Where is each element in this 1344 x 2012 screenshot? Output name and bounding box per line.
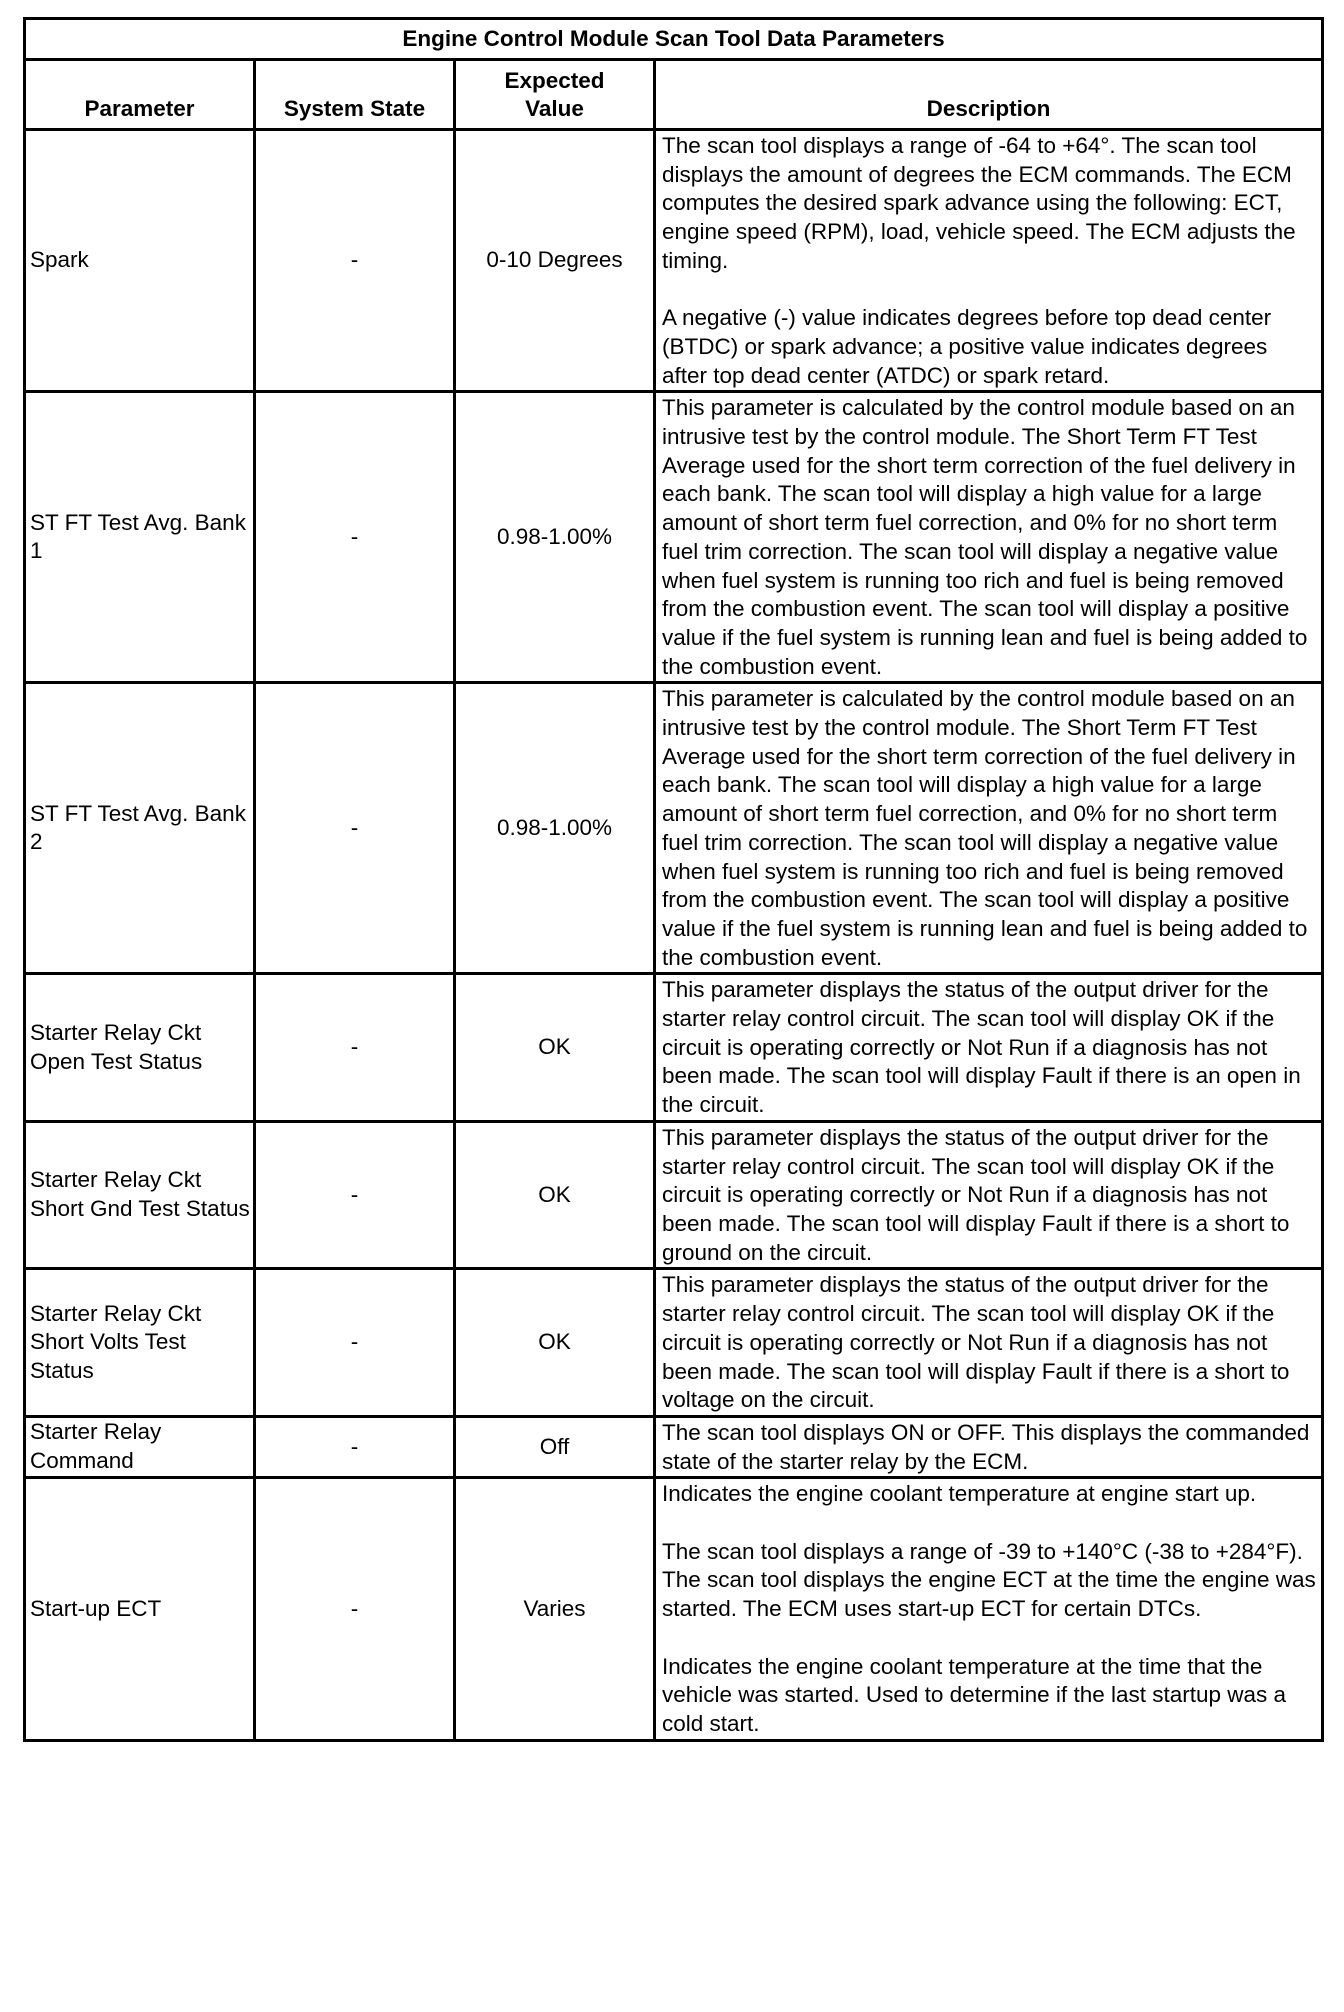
- parameter-cell: Spark: [25, 130, 255, 392]
- table-row: [25, 1478, 1323, 1740]
- description-cell: [655, 1121, 1323, 1269]
- system-state-cell: -: [255, 1478, 455, 1740]
- description-paragraph: The scan tool displays ON or OFF. This displays the commanded state of the starter relay by the ECM.: [662, 1419, 1310, 1474]
- description-paragraph: The scan tool displays a range of -39 to +140°C (-38 to +284°F). The scan tool displays the engine ECT at the time the engine was started. The ECM uses start-up ECT for certain DTCs.: [662, 1538, 1316, 1622]
- column-header-parameter: Parameter: [25, 60, 255, 130]
- description-paragraph: Indicates the engine coolant temperature at engine start up.: [662, 1481, 1257, 1507]
- description-cell: [655, 392, 1323, 683]
- description-cell: [655, 683, 1323, 974]
- expected-value-cell: Varies: [455, 1478, 655, 1740]
- parameters-table: [23, 17, 1324, 1742]
- expected-value-cell: 0.98-1.00%: [455, 392, 655, 683]
- system-state-cell: -: [255, 1121, 455, 1269]
- system-state-cell: -: [255, 392, 455, 683]
- expected-value-cell: OK: [455, 1121, 655, 1269]
- table-row: [25, 974, 1323, 1122]
- expected-value-cell: Off: [455, 1416, 655, 1477]
- description-paragraph: This parameter is calculated by the control module based on an intrusive test by the control module. The Short Term FT Test Average used for the short term correction of the fuel delivery in each bank. The scan tool will display a high value for a large amount of short term fuel correction, and 0% for no short term fuel trim correction. The scan tool will display a negative value when fuel system is running too rich and fuel is being removed from the combustion event. The scan tool will display a positive value if the fuel system is running lean and fuel is being added to the combustion event.: [662, 686, 1308, 970]
- description-cell: [655, 1416, 1323, 1477]
- table-row: [25, 392, 1323, 683]
- column-header-description: Description: [655, 60, 1323, 130]
- description-cell: [655, 130, 1323, 392]
- table-row: [25, 130, 1323, 392]
- parameter-cell: Starter Relay Ckt Open Test Status: [25, 974, 255, 1122]
- description-cell: [655, 1269, 1323, 1417]
- description-paragraph: This parameter is calculated by the control module based on an intrusive test by the control module. The Short Term FT Test Average used for the short term correction of the fuel delivery in each bank. The scan tool will display a high value for a large amount of short term fuel correction, and 0% for no short term fuel trim correction. The scan tool will display a negative value when fuel system is running too rich and fuel is being removed from the combustion event. The scan tool will display a positive value if the fuel system is running lean and fuel is being added to the combustion event.: [662, 395, 1308, 679]
- description-cell: [655, 1478, 1323, 1740]
- table-row: [25, 1269, 1323, 1417]
- expected-value-cell: 0.98-1.00%: [455, 683, 655, 974]
- description-paragraph: This parameter displays the status of the output driver for the starter relay control circuit. The scan tool will display OK if the circuit is operating correctly or Not Run if a diagnosis has not been made. The scan tool will display Fault if there is a short to ground on the circuit.: [662, 1124, 1290, 1265]
- parameter-cell: Start-up ECT: [25, 1478, 255, 1740]
- parameter-cell: Starter Relay Ckt Short Volts Test Status: [25, 1269, 255, 1417]
- description-paragraph: Indicates the engine coolant temperature at the time that the vehicle was started. Used to determine if the last startup was a cold start.: [662, 1653, 1287, 1736]
- system-state-cell: -: [255, 1416, 455, 1477]
- parameter-cell: Starter Relay Ckt Short Gnd Test Status: [25, 1121, 255, 1269]
- table-body: [25, 130, 1323, 1741]
- expected-value-cell: OK: [455, 1269, 655, 1417]
- description-paragraph: This parameter displays the status of the output driver for the starter relay control circuit. The scan tool will display OK if the circuit is operating correctly or Not Run if a diagnosis has not been made. The scan tool will display Fault if there is a short to voltage on the circuit.: [662, 1272, 1290, 1413]
- column-header-system-state: System State: [255, 60, 455, 130]
- parameter-cell: ST FT Test Avg. Bank 2: [25, 683, 255, 974]
- system-state-cell: -: [255, 1269, 455, 1417]
- description-cell: [655, 974, 1323, 1122]
- parameter-cell: ST FT Test Avg. Bank 1: [25, 392, 255, 683]
- table-row: [25, 1416, 1323, 1477]
- table-row: [25, 1121, 1323, 1269]
- column-header-expected-value: Expected Value: [455, 60, 655, 130]
- table-title-row: [25, 19, 1323, 60]
- description-paragraph: A negative (-) value indicates degrees before top dead center (BTDC) or spark advance; a positive value indicates degrees after top dead center (ATDC) or spark retard.: [662, 305, 1272, 388]
- table-title: Engine Control Module Scan Tool Data Parameters: [25, 19, 1323, 60]
- system-state-cell: -: [255, 974, 455, 1122]
- description-paragraph: The scan tool displays a range of -64 to +64°. The scan tool displays the amount of degrees the ECM commands. The ECM computes the desired spark advance using the following: ECT, engine speed (RPM), load, vehicle speed. The ECM adjusts the timing.: [662, 133, 1296, 273]
- expected-value-cell: 0-10 Degrees: [455, 130, 655, 392]
- column-header-row: [25, 60, 1323, 130]
- table-row: [25, 683, 1323, 974]
- system-state-cell: -: [255, 683, 455, 974]
- expected-value-cell: OK: [455, 974, 655, 1122]
- parameter-cell: Starter Relay Command: [25, 1416, 255, 1477]
- description-paragraph: This parameter displays the status of the output driver for the starter relay control circuit. The scan tool will display OK if the circuit is operating correctly or Not Run if a diagnosis has not been made. The scan tool will display Fault if there is an open in the circuit.: [662, 977, 1301, 1118]
- system-state-cell: -: [255, 130, 455, 392]
